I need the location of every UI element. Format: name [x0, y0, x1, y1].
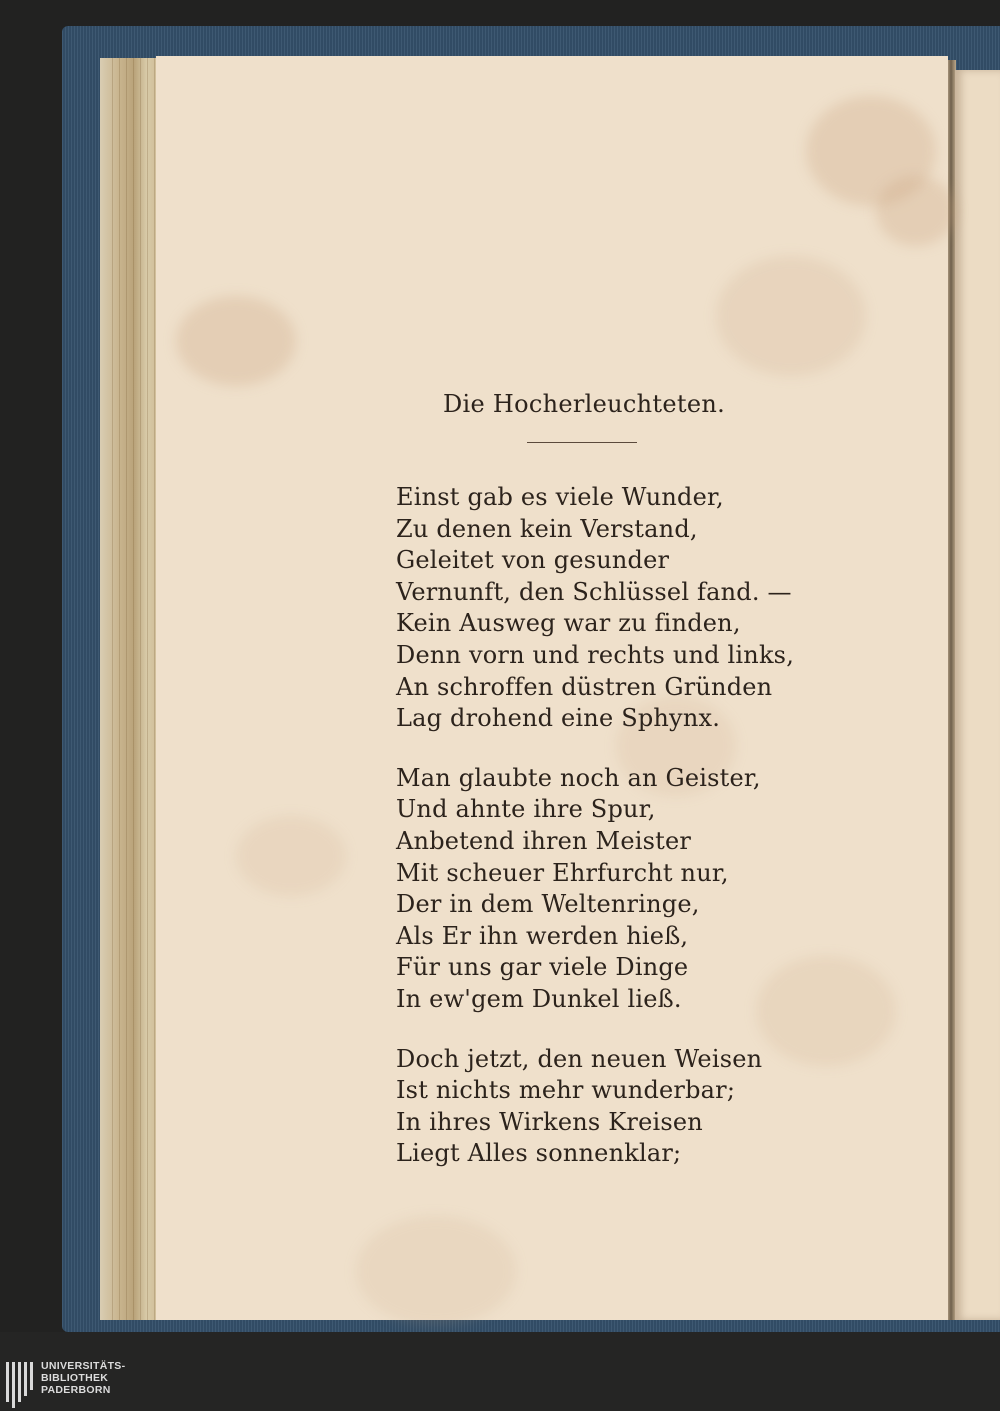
paper-stain: [176, 296, 296, 386]
verse-line: In ew'gem Dunkel ließ.: [396, 984, 682, 1013]
verse-line: Zu denen kein Verstand,: [396, 514, 698, 543]
scan-background: [0, 1332, 1000, 1411]
stanza-2: [396, 763, 796, 1016]
stanza-3: [396, 1044, 796, 1170]
title-rule: [527, 442, 637, 443]
paper-stain: [356, 1216, 516, 1326]
page-edges: [112, 58, 158, 1320]
verse-line: Liegt Alles sonnenklar;: [396, 1139, 682, 1168]
verse-line: Der in dem Weltenringe,: [396, 890, 700, 919]
poem-title: Die Hocherleuchteten.: [442, 390, 726, 418]
verse-line: Und ahnte ihre Spur,: [396, 795, 656, 824]
paper-stain: [876, 176, 956, 246]
verse-line: Kein Ausweg war zu finden,: [396, 609, 741, 638]
paper-stain: [716, 256, 866, 376]
verse-line: Lag drohend eine Sphynx.: [396, 704, 721, 733]
verse-line: Ist nichts mehr wunderbar;: [396, 1076, 736, 1105]
library-logo-line: BIBLIOTHEK: [41, 1372, 109, 1384]
poem-body: [396, 482, 796, 1198]
verse-line: Doch jetzt, den neuen Weisen: [396, 1044, 763, 1073]
library-logo-line: PADERBORN: [41, 1384, 111, 1396]
library-logo-text: [41, 1360, 125, 1396]
paper-stain: [236, 816, 346, 896]
library-logo-line: UNIVERSITÄTS-: [41, 1360, 126, 1372]
library-logo-mark: [6, 1362, 33, 1408]
verse-line: An schroffen düstren Gründen: [396, 672, 773, 701]
verse-line: Geleitet von gesunder: [396, 546, 670, 575]
verse-line: Man glaubte noch an Geister,: [396, 763, 761, 792]
facing-page: [955, 70, 1000, 1320]
verse-line: Einst gab es viele Wunder,: [396, 483, 724, 511]
library-logo: [6, 1360, 125, 1408]
verse-line: Anbetend ihren Meister: [396, 826, 692, 855]
verse-line: Für uns gar viele Dinge: [396, 953, 689, 982]
verse-line: Vernunft, den Schlüssel fand. —: [396, 577, 792, 606]
stanza-1: [396, 482, 796, 735]
verse-line: Mit scheuer Ehrfurcht nur,: [396, 858, 729, 887]
verse-line: Als Er ihn werden hieß,: [396, 921, 689, 950]
verse-line: In ihres Wirkens Kreisen: [396, 1107, 703, 1136]
verse-line: Denn vorn und rechts und links,: [396, 640, 795, 669]
